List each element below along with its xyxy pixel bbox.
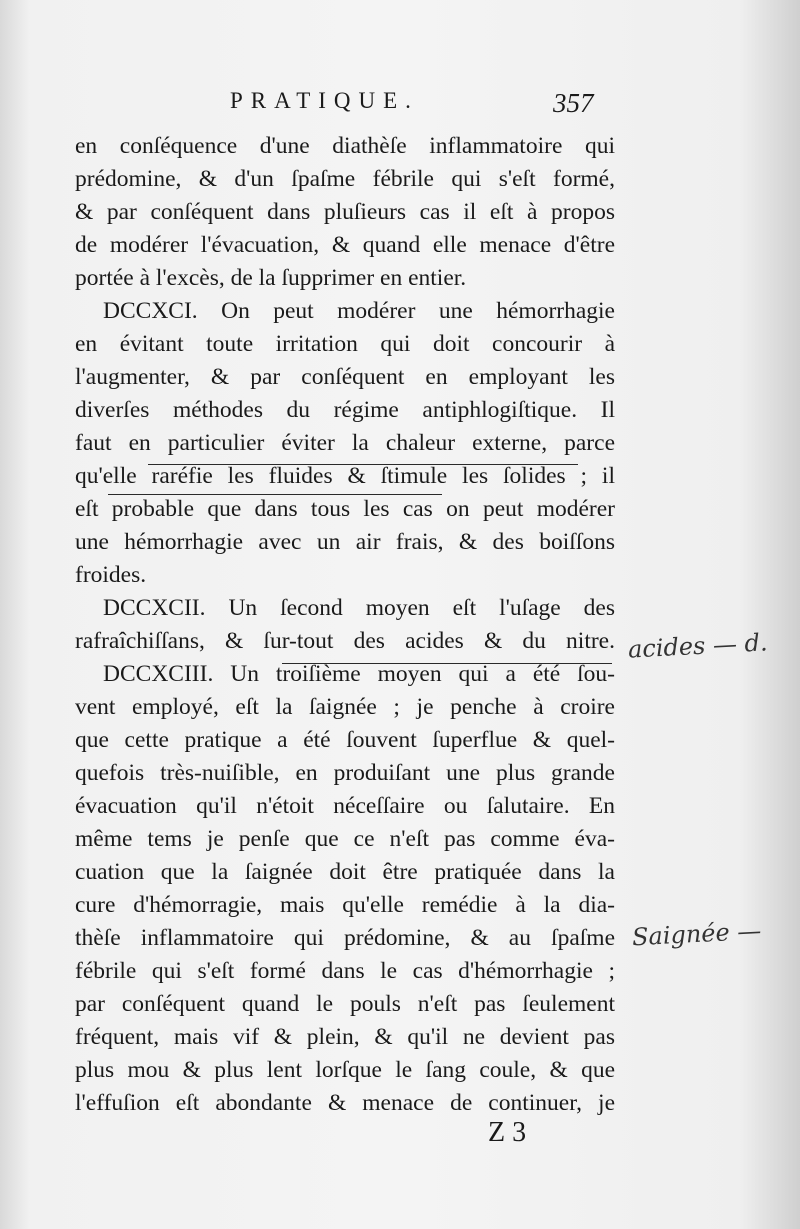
margin-note: acides — d. xyxy=(627,628,769,664)
text-line: diverſes méthodes du régime antiphlogiſtique. Il xyxy=(75,397,615,423)
text-line: vent employé, eſt la ſaignée ; je penche à croire xyxy=(75,694,615,720)
text-line: rafraîchiſſans, & ſur-tout des acides & du nitre. xyxy=(75,628,615,654)
text-line: de modérer l'évacuation, & quand elle menace d'être xyxy=(75,232,615,258)
handwritten-underline xyxy=(148,464,578,465)
text-line: portée à l'excès, de la ſupprimer en entier. xyxy=(75,265,467,291)
text-line: l'augmenter, & par conſéquent en employant les xyxy=(75,364,615,390)
text-line: cure d'hémorragie, mais qu'elle remédie à la dia- xyxy=(75,892,615,918)
paragraph-start: DCCXCI. On peut modérer une hémorrhagie xyxy=(103,298,615,324)
text-line: faut en particulier éviter la chaleur externe, parce xyxy=(75,430,615,456)
text-line: cuation que la ſaignée doit être pratiquée dans la xyxy=(75,859,615,885)
signature-mark: Z 3 xyxy=(488,1117,527,1148)
text-line: même tems je penſe que ce n'eſt pas comme éva- xyxy=(75,826,615,852)
text-line: qu'elle raréfie les fluides & ſtimule les ſolides ; il xyxy=(75,463,615,489)
page-header xyxy=(0,88,800,128)
body-text xyxy=(75,130,615,1120)
margin-note: Saignée — xyxy=(631,916,762,952)
paragraph-start: DCCXCII. Un ſecond moyen eſt l'uſage des xyxy=(103,595,615,621)
handwritten-underline xyxy=(282,663,612,664)
text-line: en évitant toute irritation qui doit concourir à xyxy=(75,331,615,357)
page-number: 357 xyxy=(553,88,594,118)
text-line: quefois très-nuiſible, en produiſant une plus grande xyxy=(75,760,615,786)
text-line: eſt probable que dans tous les cas on peut modérer xyxy=(75,496,615,522)
paragraph-start: DCCXCIII. Un troiſième moyen qui a été ſou- xyxy=(103,661,615,687)
handwritten-underline xyxy=(108,494,442,495)
text-line: une hémorrhagie avec un air frais, & des boiſſons xyxy=(75,529,615,555)
text-line: évacuation qu'il n'étoit néceſſaire ou ſalutaire. En xyxy=(75,793,615,819)
text-line: par conſéquent quand le pouls n'eſt pas ſeulement xyxy=(75,991,615,1017)
text-line: fréquent, mais vif & plein, & qu'il ne devient pas xyxy=(75,1024,615,1050)
text-line: fébrile qui s'eſt formé dans le cas d'hémorrhagie ; xyxy=(75,958,615,984)
text-line: l'effuſion eſt abondante & menace de continuer, je xyxy=(75,1090,615,1116)
text-line: en conſéquence d'une diathèſe inflammatoire qui xyxy=(75,133,615,159)
text-line: prédomine, & d'un ſpaſme fébrile qui s'eſt formé, xyxy=(75,166,615,192)
text-line: plus mou & plus lent lorſque le ſang coule, & que xyxy=(75,1057,615,1083)
text-line: thèſe inflammatoire qui prédomine, & au ſpaſme xyxy=(75,925,615,951)
text-line: & par conſéquent dans pluſieurs cas il eſt à propos xyxy=(75,199,615,225)
text-line: froides. xyxy=(75,562,147,588)
text-line: que cette pratique a été ſouvent ſuperflue & quel- xyxy=(75,727,615,753)
running-head: PRATIQUE. xyxy=(230,88,419,113)
